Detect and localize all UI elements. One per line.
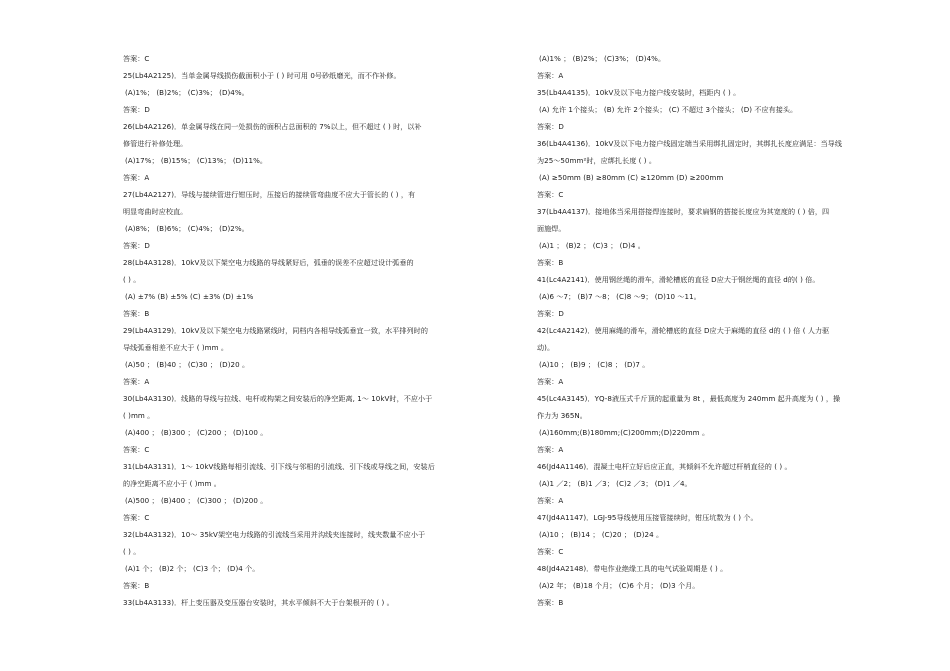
question-line: 的净空距离不应小于 ( )mm 。 xyxy=(123,479,221,488)
options-line: (A)1% ； (B)2%； (C)3%； (D)4%。 xyxy=(539,54,666,63)
options-line: (A)50 ； (B)40 ； (C)30 ； (D)20 。 xyxy=(125,360,250,369)
question-line: 明显弯曲时应校直。 xyxy=(123,207,188,216)
options-line: (A)8%； (B)6%； (C)4%； (D)2%。 xyxy=(125,224,249,233)
question-line: ( ) 。 xyxy=(123,275,141,284)
answer-line: 答案：D xyxy=(537,122,564,131)
options-line: (A) ±7% (B) ±5% (C) ±3% (D) ±1% xyxy=(125,292,254,301)
right-column xyxy=(537,55,887,616)
answer-line: 答案：D xyxy=(123,241,150,250)
answer-line: 答案：A xyxy=(123,377,150,386)
question-line: 25(Lb4A2125)．当单金属导线损伤截面积小于 ( ) 时可用 0号砂纸磨光，而不作补修。 xyxy=(123,71,401,80)
answer-line: 答案：C xyxy=(123,513,150,522)
answer-line: 答案：A xyxy=(123,173,150,182)
options-line: (A) 允许 1个接头； (B) 允许 2个接头； (C) 不超过 3个接头； (D) 不应有接头。 xyxy=(539,105,798,114)
answer-line: 答案：C xyxy=(537,190,564,199)
question-line: 31(Lb4A3131)．1～ 10kV线路每相引流线、引下线与邻相的引流线、引下线或导线之间，安装后 xyxy=(123,462,435,471)
question-line: 37(Lb4A4137)．接地体当采用搭接焊连接时，要求扁钢的搭接长度应为其宽度的 ( ) 倍，四 xyxy=(537,207,830,216)
question-line: 48(Jd4A2148)．带电作业绝缘工具的电气试验周期是 ( ) 。 xyxy=(537,564,728,573)
answer-line: 答案：D xyxy=(123,105,150,114)
options-line: (A)2 年； (B)18 个月； (C)6 个月； (D)3 个月。 xyxy=(539,581,700,590)
question-line: 47(Jd4A1147)．LGJ-95导线使用压接管接续时，钳压坑数为 ( ) 个。 xyxy=(537,513,758,522)
question-line: 30(Lb4A3130)．线路的导线与拉线、电杆或构架之间安装后的净空距离, 1～ 10kV时，不应小于 xyxy=(123,394,433,403)
question-line: ( ) 。 xyxy=(123,547,141,556)
options-line: (A)1 ； (B)2 ； (C)3 ； (D)4 。 xyxy=(539,241,645,250)
answer-line: 答案：A xyxy=(537,71,564,80)
options-line: (A)160mm;(B)180mm;(C)200mm;(D)220mm 。 xyxy=(539,428,710,437)
question-line: 42(Lc4A2142)．使用麻绳的滑车，滑轮槽底的直径 D应大于麻绳的直径 d的 ( ) 倍 ( 人力驱 xyxy=(537,326,830,335)
options-line: (A)10 ； (B)14 ； (C)20 ； (D)24 。 xyxy=(539,530,664,539)
question-line: 修管进行补修处理。 xyxy=(123,139,188,148)
question-line: 35(Lb4A4135)．10kV及以下电力接户线安装时，档距内 ( ) 。 xyxy=(537,88,741,97)
options-line: (A) ≥50mm (B) ≥80mm (C) ≥120mm (D) ≥200mm xyxy=(539,173,724,182)
answer-line: 答案：B xyxy=(123,581,150,590)
options-line: (A)1 ／2； (B)1 ／3； (C)2 ／3； (D)1 ／4。 xyxy=(539,479,692,488)
answer-line: 答案：A xyxy=(537,445,564,454)
answer-line: 答案：B xyxy=(537,598,564,607)
question-line: 29(Lb4A3129)．10kV及以下架空电力线路紧线时，同档内各相导线弧垂宜一致，水平排列时的 xyxy=(123,326,428,335)
answer-line: 答案：C xyxy=(123,54,150,63)
answer-line: 答案：C xyxy=(537,547,564,556)
answer-line: 答案：B xyxy=(123,309,150,318)
options-line: (A)17%； (B)15%； (C)13%； (D)11%。 xyxy=(125,156,268,165)
question-line: 面施焊。 xyxy=(537,224,566,233)
answer-line: 答案：A xyxy=(537,377,564,386)
question-line: 46(Jd4A1146)．混凝土电杆立好后应正直，其倾斜不允许超过杆梢直径的 ( ) 。 xyxy=(537,462,792,471)
question-line: 45(Lc4A3145)．YQ-8液压式千斤顶的起重量为 8t ，最低高度为 240mm 起升高度为 ( ) ，操 xyxy=(537,394,841,403)
answer-line: 答案：A xyxy=(537,496,564,505)
options-line: (A)1 个； (B)2 个； (C)3 个； (D)4 个。 xyxy=(125,564,260,573)
question-line: 36(Lb4A4136)．10kV及以下电力接户线固定端当采用绑扎固定时，其绑扎长度应满足：当导线 xyxy=(537,139,842,148)
question-line: 动)。 xyxy=(537,343,555,352)
question-line: ( )mm 。 xyxy=(123,411,155,420)
question-line: 26(Lb4A2126)．单金属导线在同一处损伤的面积占总面积的 7%以上，但不超过 ( ) 时，以补 xyxy=(123,122,422,131)
answer-line: 答案：B xyxy=(537,258,564,267)
answer-line: 答案：C xyxy=(123,445,150,454)
options-line: (A)6 ～7； (B)7 ～8； (C)8 ～9； (D)10 ～11。 xyxy=(539,292,701,301)
question-line: 33(Lb4A3133)．杆上变压器及变压器台安装时，其水平倾斜不大于台架根开的 ( ) 。 xyxy=(123,598,394,607)
question-line: 41(Lc4A2141)．使用钢丝绳的滑车，滑轮槽底的直径 D应大于钢丝绳的直径 d的( ) 倍。 xyxy=(537,275,820,284)
options-line: (A)1%； (B)2%； (C)3%； (D)4%。 xyxy=(125,88,249,97)
options-line: (A)10 ； (B)9 ； (C)8 ； (D)7 。 xyxy=(539,360,650,369)
left-column xyxy=(123,55,473,616)
question-line: 27(Lb4A2127)．导线与接续管进行钳压时，压接后的接续管弯曲度不应大于管长的 ( ) ，有 xyxy=(123,190,416,199)
question-line: 32(Lb4A3132)．10～ 35kV架空电力线路的引流线当采用并沟线夹连接时，线夹数量不应小于 xyxy=(123,530,426,539)
question-line: 导线弧垂相差不应大于 ( )mm 。 xyxy=(123,343,229,352)
question-line: 28(Lb4A3128)．10kV及以下架空电力线路的导线紧好后，弧垂的误差不应超过设计弧垂的 xyxy=(123,258,414,267)
question-line: 为25～50mm²时，应绑扎长度 ( ) 。 xyxy=(537,156,657,165)
options-line: (A)400 ； (B)300 ； (C)200 ； (D)100 。 xyxy=(125,428,268,437)
question-line: 作力为 365N。 xyxy=(537,411,587,420)
options-line: (A)500 ； (B)400 ； (C)300 ； (D)200 。 xyxy=(125,496,268,505)
answer-line: 答案：D xyxy=(537,309,564,318)
